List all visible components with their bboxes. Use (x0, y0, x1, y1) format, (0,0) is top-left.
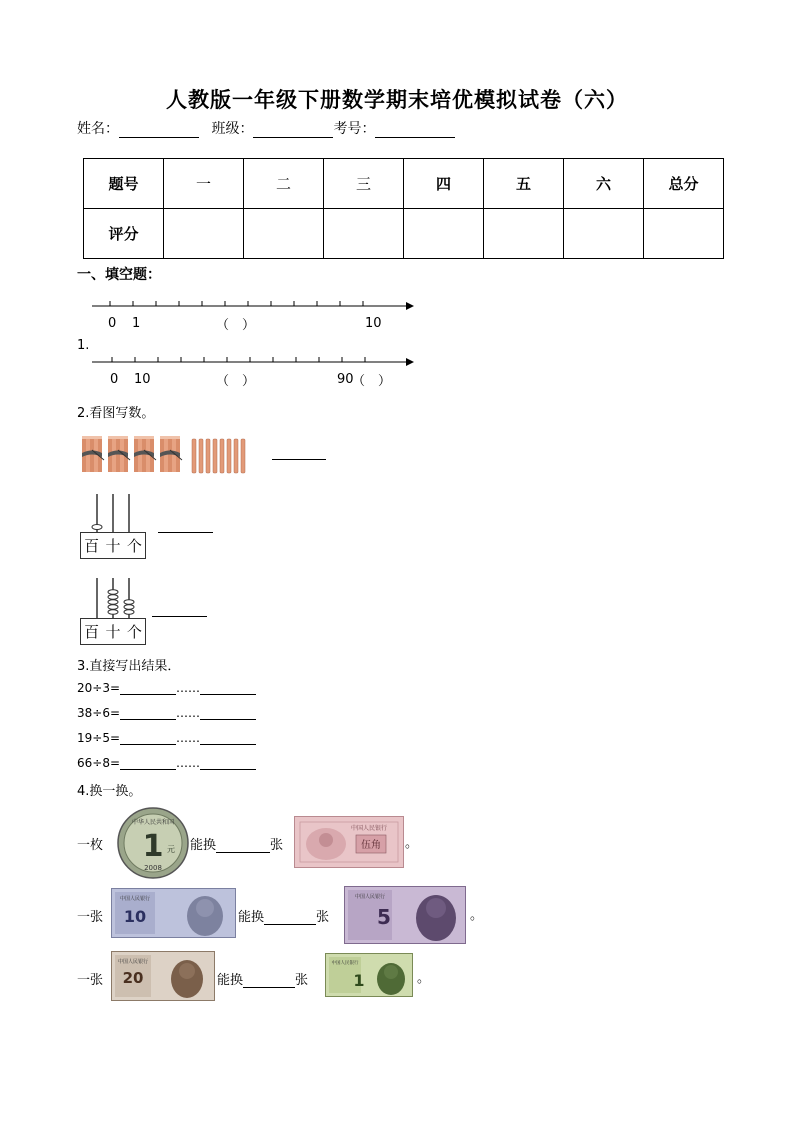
note-value: 20 (122, 969, 144, 987)
calc-row (77, 681, 256, 695)
score-cell[interactable] (484, 209, 564, 259)
exchange-lead: 一张 (77, 973, 104, 988)
nl2-label-0: 0 (110, 372, 119, 387)
exchange-middle (190, 834, 283, 853)
page-title: 人教版一年级下册数学期末培优模拟试卷（六） (166, 88, 628, 112)
abacus-2 (80, 576, 146, 644)
nl1-label-0: 0 (108, 316, 117, 331)
calc-expression: 66÷8= (77, 756, 121, 770)
nl2-answer-paren[interactable]: （ ） (216, 374, 256, 389)
quotient-blank[interactable] (120, 682, 176, 695)
calc-row (77, 731, 256, 745)
exchange-lead: 一枚 (77, 838, 104, 853)
score-table-header-row (84, 159, 724, 209)
header-cell: 一 (164, 159, 244, 209)
q1-number: 1. (77, 338, 90, 353)
q2-prompt: 2.看图写数。 (77, 406, 155, 421)
place-label-ones: 个 (126, 623, 142, 641)
abacus-2-place-labels (80, 618, 146, 645)
coin-unit: 元 (167, 845, 175, 854)
q3-prompt: 3.直接写出结果． (77, 659, 181, 674)
nl1-answer-paren[interactable]: （ ） (216, 318, 256, 333)
calc-expression: 20÷3= (77, 681, 121, 695)
nl2-answer-paren-end[interactable]: （ ） (352, 374, 392, 389)
place-label-ones: 个 (126, 537, 142, 555)
note-value: 10 (123, 907, 147, 926)
exchange-verb: 能换 (238, 910, 265, 925)
exchange-unit: 张 (270, 838, 284, 853)
five-yuan-note-image (344, 886, 466, 944)
exchange-verb: 能换 (217, 973, 244, 988)
remainder-blank[interactable] (200, 707, 256, 720)
note-header: 中国人民银行 (117, 959, 149, 965)
answer-line-sticks[interactable] (272, 447, 326, 460)
class-field[interactable] (253, 123, 333, 138)
row-label-cell: 评分 (84, 209, 164, 259)
calc-expression: 19÷5= (77, 731, 121, 745)
period: 。 (470, 908, 484, 923)
calc-row (77, 756, 256, 770)
place-label-tens: 十 (105, 623, 121, 641)
note-header: 中国人民银行 (354, 894, 386, 900)
note-value: 伍角 (361, 840, 381, 851)
remainder-blank[interactable] (200, 732, 256, 745)
note-value: 5 (377, 905, 391, 929)
q4-prompt: 4.换一换。 (77, 784, 142, 799)
abacus-1-rods (80, 492, 146, 532)
name-field[interactable] (119, 123, 199, 138)
score-cell[interactable] (164, 209, 244, 259)
note-header: 中国人民银行 (331, 961, 359, 966)
header-cell: 二 (244, 159, 324, 209)
place-label-tens: 十 (105, 537, 121, 555)
remainder-blank[interactable] (200, 682, 256, 695)
header-cell: 五 (484, 159, 564, 209)
one-yuan-note-image (325, 953, 413, 997)
place-label-hundreds: 百 (84, 537, 100, 555)
calc-dots: …… (176, 681, 201, 695)
exchange-middle (238, 906, 329, 925)
quotient-blank[interactable] (120, 757, 176, 770)
nl2-label-end: 90 (337, 372, 354, 387)
five-jiao-note-image (294, 816, 404, 868)
answer-line-abacus-2[interactable] (152, 604, 207, 617)
number-line-2 (88, 352, 418, 372)
student-info (77, 118, 455, 138)
one-yuan-coin-image (116, 806, 190, 880)
calc-dots: …… (176, 706, 201, 720)
score-table (83, 158, 724, 259)
calc-dots: …… (176, 756, 201, 770)
score-cell[interactable] (644, 209, 724, 259)
note-value: 1 (353, 971, 365, 990)
calc-row (77, 706, 256, 720)
exchange-answer-blank[interactable] (243, 975, 295, 988)
exchange-unit: 张 (316, 910, 330, 925)
remainder-blank[interactable] (200, 757, 256, 770)
nl1-label-end: 10 (365, 316, 382, 331)
exchange-answer-blank[interactable] (216, 840, 270, 853)
header-cell: 六 (564, 159, 644, 209)
header-cell: 三 (324, 159, 404, 209)
score-cell[interactable] (404, 209, 484, 259)
score-cell[interactable] (324, 209, 404, 259)
period: 。 (405, 836, 419, 851)
note-header: 中国人民银行 (119, 896, 151, 902)
exchange-verb: 能换 (190, 838, 217, 853)
abacus-1 (80, 492, 146, 560)
coin-year: 2008 (144, 864, 162, 872)
calc-dots: …… (176, 731, 201, 745)
nl2-label-1: 10 (134, 372, 151, 387)
twenty-yuan-note-image (111, 951, 215, 1001)
nl1-label-1: 1 (132, 316, 141, 331)
score-cell[interactable] (244, 209, 324, 259)
class-label: 班级： (211, 121, 254, 137)
calc-expression: 38÷6= (77, 706, 121, 720)
name-label: 姓名： (77, 121, 119, 137)
quotient-blank[interactable] (120, 732, 176, 745)
stick-bundles-image (80, 436, 256, 476)
abacus-1-place-labels (80, 532, 146, 559)
abacus-2-rods (80, 576, 146, 618)
header-cell: 四 (404, 159, 484, 209)
coin-top-text: 中华人民共和国 (131, 819, 175, 826)
exam-no-label: 考号： (333, 121, 376, 137)
period: 。 (417, 971, 431, 986)
header-cell: 总分 (644, 159, 724, 209)
section-title: 一、填空题： (77, 267, 161, 283)
note-header: 中国人民银行 (350, 825, 388, 832)
place-label-hundreds: 百 (84, 623, 100, 641)
coin-value: 1 (142, 829, 164, 864)
ten-yuan-note-image (111, 888, 236, 938)
header-cell: 题号 (84, 159, 164, 209)
quotient-blank[interactable] (120, 707, 176, 720)
exchange-middle (217, 969, 308, 988)
exchange-lead: 一张 (77, 910, 104, 925)
score-table-score-row (84, 209, 724, 259)
score-cell[interactable] (564, 209, 644, 259)
number-line-1 (88, 296, 418, 316)
exchange-unit: 张 (295, 973, 309, 988)
answer-line-abacus-1[interactable] (158, 520, 213, 533)
exam-no-field[interactable] (375, 123, 455, 138)
exchange-answer-blank[interactable] (264, 912, 316, 925)
